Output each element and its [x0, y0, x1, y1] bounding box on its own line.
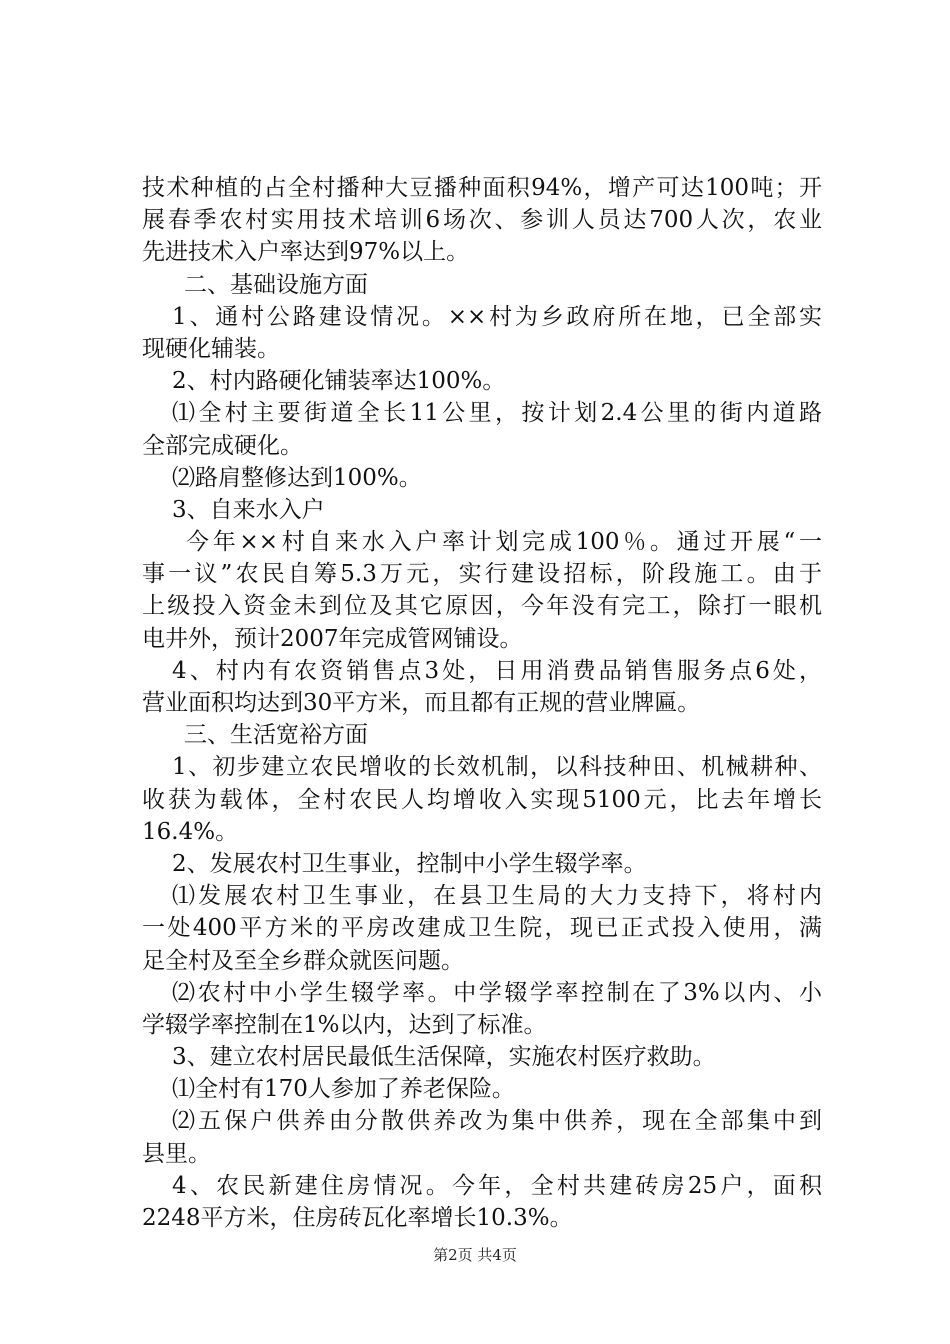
text-line: 县里。 — [142, 1140, 211, 1167]
text-line: 收获为载体，全村农民人均增收入实现5100元，比去年增长 — [142, 786, 822, 813]
text-line: 2、发展农村卫生事业，控制中小学生辍学率。 — [172, 850, 647, 877]
text-line: ⑴全村主要街道全长11公里，按计划2.4公里的街内道路 — [172, 400, 822, 427]
text-line: 电井外，预计2007年完成管网铺设。 — [142, 625, 523, 652]
text-line: 上级投入资金未到位及其它原因，今年没有完工，除打一眼机 — [142, 593, 822, 620]
text-line: 2248平方米，住房砖瓦化率增长10.3%。 — [142, 1205, 573, 1231]
text-line: 全部完成硬化。 — [142, 432, 303, 459]
text-line: 4、农民新建住房情况。今年，全村共建砖房25户，面积 — [172, 1172, 822, 1199]
text-line: ⑴全村有170人参加了养老保险。 — [172, 1076, 515, 1103]
text-line: 16.4%。 — [142, 818, 239, 845]
text-line: 技术种植的占全村播种大豆播种面积94%，增产可达100吨；开 — [142, 175, 822, 201]
text-line: 足全村及至全乡群众就医问题。 — [142, 947, 464, 974]
text-line: 学辍学率控制在1%以内，达到了标准。 — [142, 1011, 547, 1038]
text-line: 事一议”农民自筹5.3万元，实行建设招标，阶段施工。由于 — [142, 561, 822, 588]
text-line: ⑵路肩整修达到100%。 — [172, 464, 422, 491]
text-line: ⑵五保户供养由分散供养改为集中供养，现在全部集中到 — [172, 1108, 822, 1135]
text-line: 3、自来水入户 — [172, 496, 325, 523]
text-line: 2、村内路硬化铺装率达100%。 — [172, 368, 506, 395]
text-line: 先进技术入户率达到97%以上。 — [142, 239, 470, 266]
text-line: 展春季农村实用技术培训6场次、参训人员达700人次，农业 — [142, 207, 822, 234]
section-heading: 三、生活宽裕方面 — [184, 722, 368, 749]
text-line: ⑴发展农村卫生事业，在县卫生局的大力支持下，将村内 — [172, 883, 822, 910]
document-body — [142, 172, 822, 1234]
text-line: 3、建立农村居民最低生活保障，实施农村医疗救助。 — [172, 1044, 716, 1071]
text-line: 1、初步建立农民增收的长效机制，以科技种田、机械耕种、 — [172, 754, 822, 781]
text-line: 1、通村公路建设情况。××村为乡政府所在地，已全部实 — [172, 303, 822, 330]
text-line: 现硬化辅装。 — [142, 335, 280, 362]
text-line: 一处400平方米的平房改建成卫生院，现已正式投入使用，满 — [142, 915, 822, 942]
text-line: ⑵农村中小学生辍学率。中学辍学率控制在了3%以内、小 — [172, 979, 822, 1006]
text-line: 今年××村自来水入户率计划完成100％。通过开展“一 — [186, 529, 822, 556]
page-footer: 第2页 共4页 — [433, 1246, 517, 1264]
text-line: 4、村内有农资销售点3处，日用消费品销售服务点6处， — [172, 657, 822, 684]
text-line: 营业面积均达到30平方米，而且都有正规的营业牌匾。 — [142, 690, 701, 716]
section-heading: 二、基础设施方面 — [184, 271, 368, 298]
